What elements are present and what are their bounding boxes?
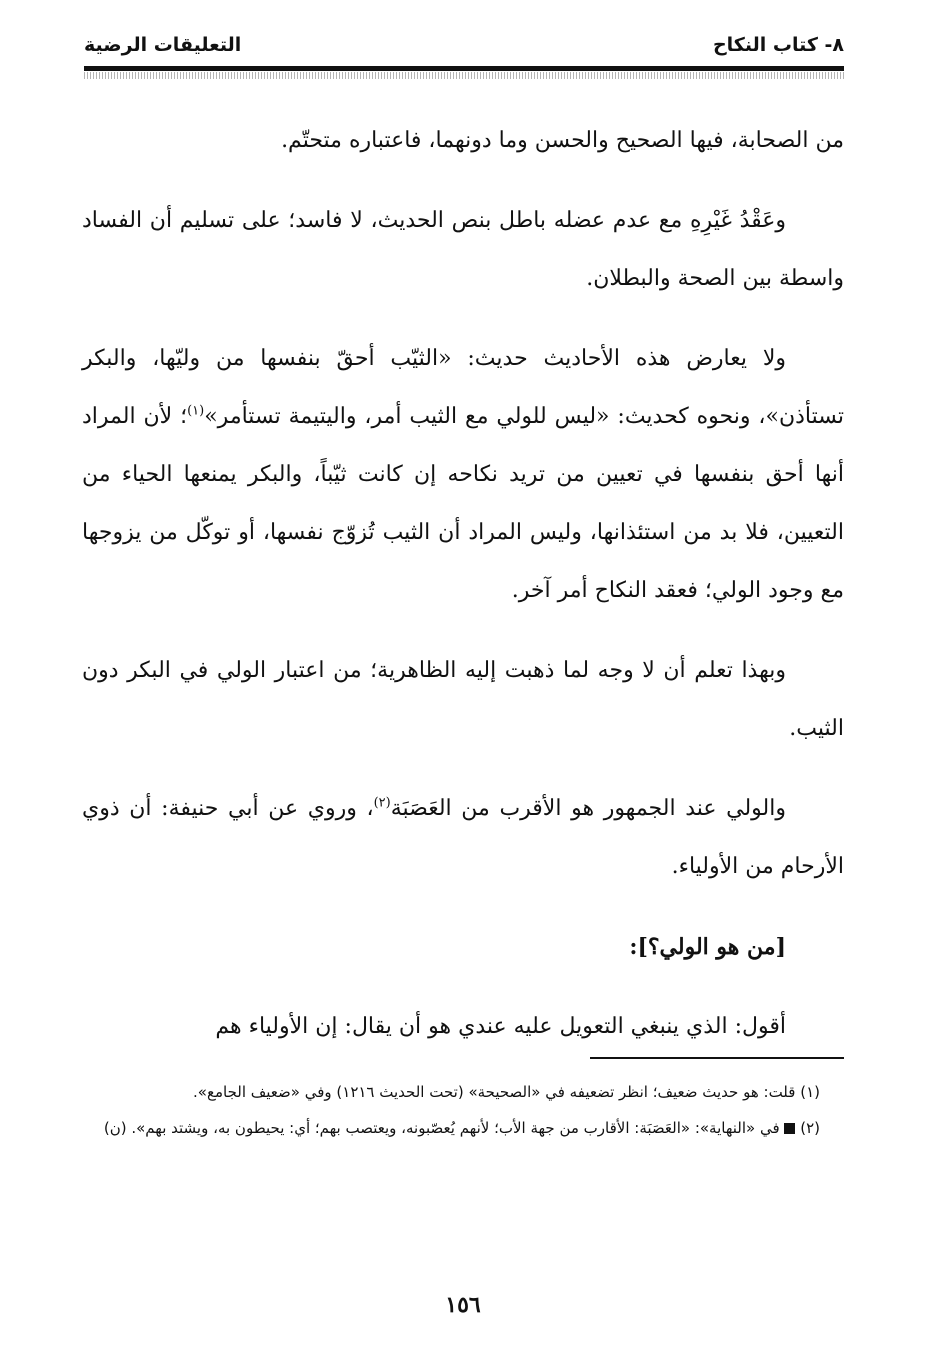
footnote-marker[interactable]: (٢): [373, 795, 391, 811]
paragraph: وعَقْدُ غَيْرِهِ مع عدم عضله باطل بنص الحديث، لا فاسد؛ على تسليم أن الفساد واسطة بين الصحة والبطلان.: [82, 208, 844, 291]
paragraph: ولا يعارض هذه الأحاديث حديث: «الثيّب أحقّ بنفسها من وليّها، والبكر تستأذن»، ونحوه كحديث: «ليس للولي مع الثيب أمر، واليتيمة تستأمر»$^{(١)}$؛ لأن المراد أنها أحق بنفسها في تعيين من تريد نكاحه إن كانت ثيّباً، والبكر يمنعها الحياء من التعيين، فلا بد من استئذانها، وليس المراد أن الثيب تُزوّج نفسها، أو توكّل من يزوجها مع وجود الولي؛ فعقد النكاح أمر آخر.: [82, 346, 845, 603]
square-icon: [784, 1123, 795, 1134]
paragraph: أقول: الذي ينبغي التعويل عليه عندي هو أن يقال: إن الأولياء هم: [215, 1014, 786, 1039]
section-heading: [من هو الولي؟]:: [629, 934, 786, 960]
header-rule: [84, 66, 844, 71]
running-header: [84, 34, 844, 68]
paragraph: والولي عند الجمهور هو الأقرب من العَصَبَة$^{(٢)}$، وروي عن أبي حنيفة: أن ذوي الأرحام من الأولياء.: [82, 795, 844, 879]
page-number: ١٥٦: [445, 1292, 481, 1318]
paragraph: من الصحابة، فيها الصحيح والحسن وما دونهما، فاعتباره متحتّم.: [281, 128, 844, 153]
footnote: (٢) في «النهاية»: «العَصَبَة: الأقارب من جهة الأب؛ لأنهم يُعصّبونه، ويعتصب بهم؛ أي: يحيطون به، ويشتد بهم». (ن): [103, 1119, 820, 1137]
footnote-separator: [590, 1057, 844, 1059]
book-title: التعليقات الرضية: [84, 34, 242, 56]
chapter-title: ٨- كتاب النكاح: [712, 34, 844, 56]
footnotes: [82, 1076, 844, 1148]
paragraph: وبهذا تعلم أن لا وجه لما ذهبت إليه الظاهرية؛ من اعتبار الولي في البكر دون الثيب.: [82, 658, 844, 741]
header-dotted-rule: [84, 72, 844, 79]
main-text: [82, 112, 844, 1078]
footnote-marker[interactable]: (١): [187, 403, 205, 419]
footnote: (١) قلت: هو حديث ضعيف؛ انظر تضعيفه في «الصحيحة» (تحت الحديث ١٢١٦) وفي «ضعيف الجامع».: [193, 1083, 820, 1101]
